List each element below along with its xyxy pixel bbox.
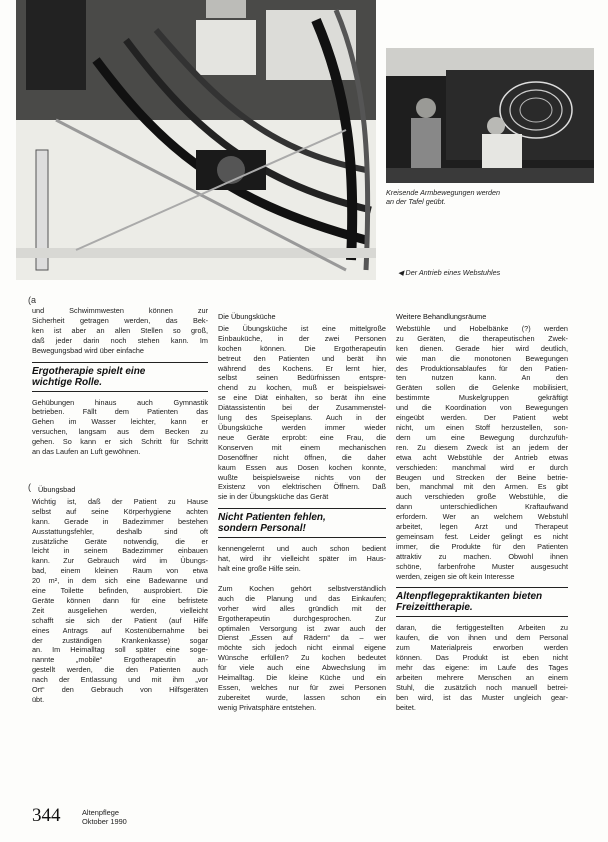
paragraph: [396, 623, 568, 712]
text-line: Beugen und Strecken der Beine betrie-: [396, 472, 568, 482]
paragraph: [396, 324, 568, 582]
text-line: arbeitet, legen Arzt und Therapeut: [396, 522, 568, 532]
pull-quote-line: Ergotherapie spielt eine: [32, 365, 146, 377]
caption-line: Kreisende Armbewegungen werden: [386, 188, 501, 197]
text-line: verschieden: manchmal wird er durch: [396, 462, 568, 472]
text-line: Konserven mit einem mechanischen: [218, 442, 386, 452]
text-line: Geräten sollen die Gelenke mobilisiert,: [396, 383, 568, 393]
text-line: ben wird, ist das Muster ungleich gear-: [396, 692, 568, 702]
margin-mark: (a: [28, 295, 37, 305]
text-line: Stuhl, die zusätzlich noch manuell betrei-: [396, 682, 568, 692]
text-line: chend zu kochen, muß er beispielswei-: [218, 383, 386, 393]
paragraph: [32, 306, 208, 356]
column-1: [28, 295, 208, 705]
text-line: zusätzliche Geräte notwendig, die er: [32, 536, 208, 546]
text-line: se eine Diät einhalten, so berät ihn eine: [218, 393, 386, 403]
text-line: Heimalltag. Die kleine Küche und ein: [218, 673, 386, 683]
page-number: 344: [32, 805, 61, 826]
text-line: Zum Kochen gehört selbstverständlich: [218, 583, 386, 593]
journal-date: Oktober 1990: [82, 817, 127, 826]
text-line: Übungsküche werden immer wieder: [218, 422, 386, 432]
caption-line: an der Tafel geübt.: [386, 197, 446, 206]
text-line: neue Geräte erprobt: eine Frau, die: [218, 432, 386, 442]
text-line: ken dienen. Gerade hier wird deutlich,: [396, 343, 568, 353]
text-line: selbst auf seine Körperhygiene achten: [32, 506, 208, 516]
paragraph: [32, 398, 208, 457]
column-2: [218, 312, 386, 713]
pull-quote: [396, 587, 568, 617]
text-line: hat, wird ihr vielleicht später im Haus-: [218, 554, 386, 564]
text-line: übt.: [32, 695, 45, 704]
margin-mark: (: [28, 481, 31, 492]
section-heading: Übungsbad: [38, 484, 76, 494]
text-line: Wichtig ist, daß der Patient zu Hause: [32, 496, 208, 506]
text-line: leicht in seinem Badezimmer einbauen: [32, 546, 208, 556]
text-line: bad, einem kleinen Raum von etwa: [32, 566, 208, 576]
photo-left-caption: [398, 268, 594, 277]
text-line: und Schwimmwesten können zur: [32, 306, 208, 315]
text-line: an. Im Heimalltag soll später eine soge-: [32, 645, 208, 655]
text-line: selbst seinen Bedürfnissen entspre-: [218, 373, 386, 383]
pull-quote-line: sondern Personal!: [218, 523, 306, 535]
text-line: ten nutzen kann. An den: [396, 373, 568, 383]
text-line: Sicherheit getragen werden, das Bek-: [32, 315, 208, 325]
text-line: auch verschieden große Webstühle, die: [396, 492, 568, 502]
text-line: wußte beispielsweise nichts von der: [218, 472, 386, 482]
pull-quote-line: wichtige Rolle.: [32, 376, 103, 388]
text-line: kaum Essen aus Dosen kochen konnte,: [218, 462, 386, 472]
text-line: kann. Zur Gebrauch wird im Übungs-: [32, 556, 208, 566]
text-line: Geräte können dann für eine befristete: [32, 595, 208, 605]
text-line: Webstühle und Hobelbänke (?) werden: [396, 323, 568, 333]
text-line: schöne, farbenfrohe Muster ausgesucht: [396, 561, 568, 571]
text-line: Dosenöffner nicht öffnen, die daher: [218, 452, 386, 462]
section-heading: Die Übungsküche: [218, 312, 276, 321]
caption-arrow-icon: ◀: [398, 268, 404, 277]
text-line: kochen können. Die Ergotherapeutin: [218, 343, 386, 353]
paragraph: [218, 584, 386, 713]
text-line: beitet.: [396, 702, 416, 712]
text-line: eine Toilette befinden, ausprobiert. Die: [32, 586, 208, 596]
text-line: attraktiv zu machen. Obwohl ihnen: [396, 551, 568, 561]
text-line: immer, die Produkte für den Patienten: [396, 541, 568, 551]
text-line: gehen. So kann er sich Schritt für Schritt: [32, 437, 208, 447]
text-line: Die Übungsküche ist eine mittelgroße: [218, 323, 386, 333]
text-line: während des Kochens. Er lernt hier,: [218, 363, 386, 373]
text-line: mehr das eigene: im Laufe des Tages: [396, 663, 568, 673]
pull-quote: [218, 508, 386, 538]
text-line: Dienst „Essen auf Rädern“ da – wer: [218, 633, 386, 643]
pull-quote: [32, 362, 208, 392]
text-line: Bewegungsbad wird über einfache: [32, 345, 144, 355]
text-line: an das Laufen an Luft gewöhnen.: [32, 447, 141, 457]
text-line: kaufen, die von ihnen und dem Personal: [396, 633, 568, 643]
text-line: Ausstattungsfehler, deshalb sind oft: [32, 526, 208, 536]
text-line: Gehen im Wasser leichter, kann er: [32, 417, 208, 427]
text-line: betrieben. Fällt dem Patienten das: [32, 407, 208, 417]
text-line: dann unterschiedlichen Kraftaufwand: [396, 502, 568, 512]
text-line: arbeiten mehrere Menschen an einem: [396, 673, 568, 682]
text-line: 20 m², in dem sich eine Badewanne und: [32, 576, 208, 586]
text-line: Existenz von elektrischen Öffnern. Daß: [218, 482, 386, 492]
text-line: eines Antrags auf Kostenübernahme bei: [32, 625, 208, 635]
text-line: ren. Zu diesem Zweck ist an jedem der: [396, 442, 568, 452]
paragraph: [32, 497, 208, 705]
text-line: betreut den Patienten und berät ihn: [218, 353, 386, 363]
text-line: Wünsche erfüllen? Zu kochen bedeutet: [218, 653, 386, 663]
text-line: und die Koordination von Bewegungen: [396, 403, 568, 413]
pull-quote-line: Altenpflegepraktikanten bieten: [396, 591, 543, 603]
text-line: Einbauküche, in der zwei Personen: [218, 333, 386, 343]
text-line: zubereitet wurde, lassen schon ein: [218, 692, 386, 702]
text-line: daran, die fertiggestellten Arbeiten zu: [396, 623, 568, 633]
text-line: nicht, um einen Stoff herzustellen, son-: [396, 422, 568, 432]
paragraph: [218, 544, 386, 574]
text-line: bestimmte Muskelgruppen gekräftigt: [396, 393, 568, 403]
text-line: auch die Planung und das Einkaufen;: [218, 593, 386, 603]
blackboard-photo: [386, 48, 594, 183]
text-line: Essen, welches nur für zwei Personen: [218, 683, 386, 692]
text-line: ken ist aber an allen Stellen so groß,: [32, 325, 208, 335]
pull-quote-line: Freizeittherapie.: [396, 602, 473, 614]
text-line: nach der Entlassung und mit ihm „vor: [32, 675, 208, 685]
text-line: wenig Privatsphäre entstehen.: [218, 702, 317, 712]
text-line: wie man die monotonen Bewegungen: [396, 353, 568, 363]
text-line: nannte „mobile“ Ergotherapeutin an-: [32, 655, 208, 665]
text-line: Diätassistentin bei der Zusammenstel-: [218, 403, 386, 413]
text-line: Ergotherapeutin durchgesprochen. Zur: [218, 613, 386, 623]
text-line: Gehübungen hinaus auch Gymnastik: [32, 397, 208, 407]
text-line: können. Das Produkt ist eben nicht: [396, 653, 568, 663]
text-line: gestellt werden, die den Patienten auch: [32, 665, 208, 675]
journal-footer: [82, 808, 127, 826]
column-3: [396, 312, 568, 713]
text-line: schafft sie sich der Patient (auf Hilfe: [32, 615, 208, 625]
text-line: optimalen Versorgung ist zwar auch der: [218, 623, 386, 633]
text-line: eingeübt werden. Der Patient webt: [396, 413, 568, 423]
text-line: erfordern. Wer an welchem Webstuhl: [396, 512, 568, 522]
text-line: zum Materialpreis erworben werden: [396, 643, 568, 653]
loom-photo: [16, 0, 376, 280]
text-line: Ort“ den Gebrauch von Hilfsgeräten: [32, 685, 208, 695]
text-line: halt eine große Hilfe sein.: [218, 564, 301, 574]
text-line: Zeit ausgeliehen werden, vielleicht: [32, 605, 208, 615]
text-line: werden, zeigen sie oft kein Interesse: [396, 571, 515, 581]
text-line: zu Geräten, die therapeutischen Zwek-: [396, 333, 568, 343]
text-line: gemeinsam fest. Leider gelingt es nicht: [396, 531, 568, 541]
text-line: versuchen, langsam aus dem Becken zu: [32, 427, 208, 437]
photo-right-caption: [386, 188, 594, 206]
section-heading: Weitere Behandlungsräume: [396, 312, 487, 321]
text-line: für viele auch eine Abwechslung im: [218, 663, 386, 673]
text-line: lung des Speiseplans. Auch in der: [218, 413, 386, 423]
text-line: etwa acht Webstühle der Antrieb etwas: [396, 452, 568, 462]
journal-title: Altenpflege: [82, 808, 119, 817]
text-line: kennengelernt und auch schon bedient: [218, 544, 386, 554]
text-line: kann. Gerade in Badezimmer bestehen: [32, 516, 208, 526]
text-line: vorher wird alles gründlich mit der: [218, 603, 386, 613]
text-line: sie in der Übungsküche das Gerät: [218, 492, 329, 502]
text-line: möchte sich jedoch nicht einmal eigene: [218, 643, 386, 653]
paragraph: [218, 324, 386, 502]
text-line: des Produktionsablaufes für den Patien-: [396, 363, 568, 373]
caption-text: Der Antrieb eines Webstuhles: [405, 268, 501, 277]
text-line: daß jeder darin noch stehen kann. Im: [32, 335, 208, 345]
text-line: ben, manchmal mit den Armen. Es gibt: [396, 482, 568, 492]
pull-quote-line: Nicht Patienten fehlen,: [218, 512, 326, 524]
text-line: dern um eine Bewegung durchzufüh-: [396, 432, 568, 442]
text-line: der zuständigen Krankenkasse) sogar: [32, 635, 208, 645]
